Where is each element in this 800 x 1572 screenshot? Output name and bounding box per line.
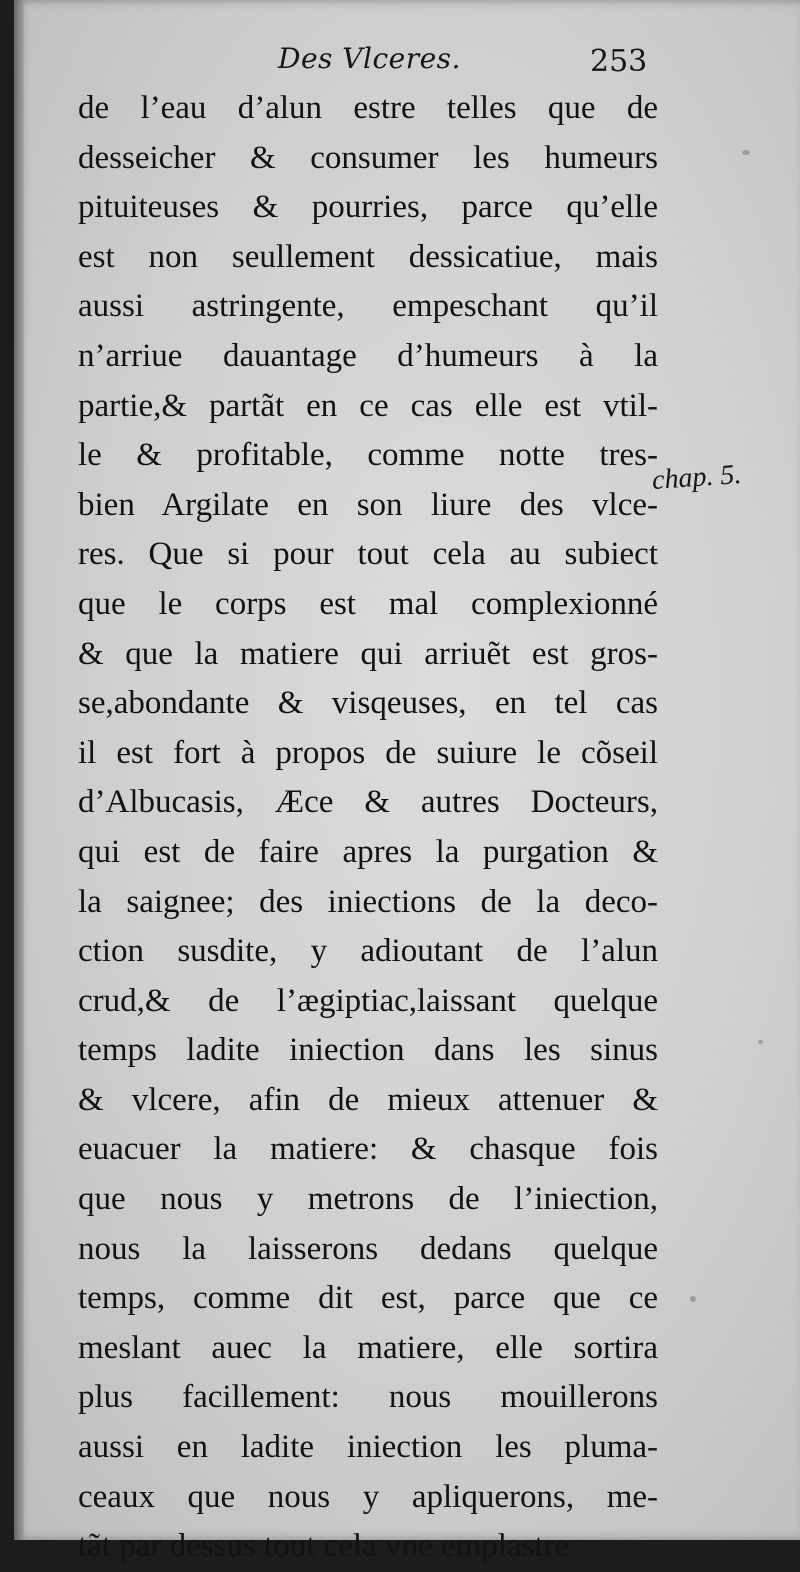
text-line: euacuer la matiere: & chasque fois xyxy=(78,1131,658,1168)
text-line: & vlcere, afin de mieux attenuer & xyxy=(78,1081,658,1118)
page-number: 253 xyxy=(590,44,648,79)
text-line: la saignee; des iniections de la deco- xyxy=(78,883,658,920)
text-line: d’Albucasis, Æce & autres Docteurs, xyxy=(78,784,658,821)
text-line: aussi en ladite iniection les pluma- xyxy=(78,1429,658,1466)
text-line: aussi astringente, empeschant qu’il xyxy=(78,288,658,325)
text-line: qui est de faire apres la purgation & xyxy=(78,833,658,870)
text-line: ction susdite, y adioutant de l’alun xyxy=(78,933,658,970)
text-line: il est fort à propos de suiure le cõseil xyxy=(78,734,658,771)
paper-speck xyxy=(758,1040,763,1044)
running-header-title: Des Vlceres. xyxy=(278,42,461,75)
text-line: meslant auec la matiere, elle sortira xyxy=(78,1329,658,1366)
text-line: est non seullement dessicatiue, mais xyxy=(78,238,658,275)
text-line: que le corps est mal complexionné xyxy=(78,585,658,622)
body-text xyxy=(78,84,658,1572)
text-line: nous la laisserons dedans quelque xyxy=(78,1230,658,1267)
text-line: crud,& de l’ægiptiac,laissant quelque xyxy=(78,982,658,1019)
text-line: se,abondante & visqeuses, en tel cas xyxy=(78,685,658,722)
text-line: bien Argilate en son liure des vlce- xyxy=(78,486,658,523)
text-line: le & profitable, comme notte tres- xyxy=(78,437,658,474)
text-line: tãt par dessus tout cela vne emplastre xyxy=(78,1528,570,1565)
text-line: res. Que si pour tout cela au subiect xyxy=(78,536,658,573)
page-gutter-shadow xyxy=(14,0,24,1540)
text-line: temps, comme dit est, parce que ce xyxy=(78,1280,658,1317)
text-line: partie,& partãt en ce cas elle est vtil- xyxy=(78,387,658,424)
text-line: desseicher & consumer les humeurs xyxy=(78,139,658,176)
paper-speck xyxy=(742,150,750,155)
text-line: ceaux que nous y apliquerons, me- xyxy=(78,1478,658,1515)
text-line: temps ladite iniection dans les sinus xyxy=(78,1032,658,1069)
margin-note: chap. 5. xyxy=(650,458,743,497)
text-line: que nous y metrons de l’iniection, xyxy=(78,1181,658,1218)
paper-speck xyxy=(690,1296,696,1302)
text-line: & que la matiere qui arriuẽt est gros- xyxy=(78,635,658,672)
text-line: de l’eau d’alun estre telles que de xyxy=(78,90,658,126)
text-line: plus facillement: nous mouillerons xyxy=(78,1379,658,1416)
text-line: pituiteuses & pourries, parce qu’elle xyxy=(78,189,658,226)
text-line: n’arriue dauantage d’humeurs à la xyxy=(78,337,658,374)
